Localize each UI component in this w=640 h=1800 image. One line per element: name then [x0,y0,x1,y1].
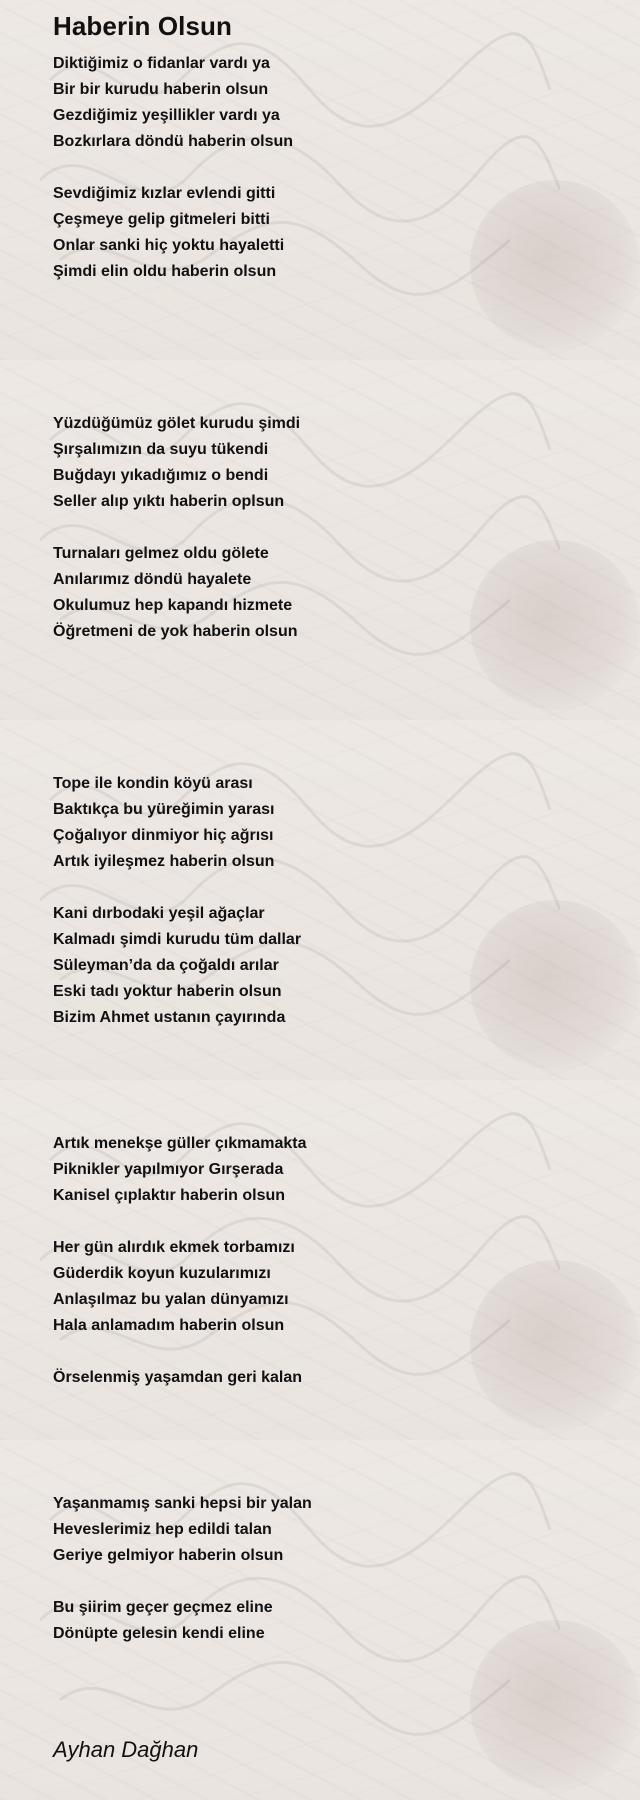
poem-line: Sevdiğimiz kızlar evlendi gitti [53,185,276,202]
poem-line: Diktiğimiz o fidanlar vardı ya [53,55,270,72]
poem-line: Çeşmeye gelip gitmeleri bitti [53,211,270,228]
poem-line: Her gün alırdık ekmek torbamızı [53,1239,295,1256]
poem-line: Tope ile kondin köyü arası [53,775,253,792]
poem-line: Turnaları gelmez oldu gölete [53,545,269,562]
poem-line: Baktıkça bu yüreğimin yarası [53,801,275,818]
poem-line: Hala anlamadım haberin olsun [53,1317,285,1334]
poem-line: Gezdiğimiz yeşillikler vardı ya [53,107,280,124]
poem-line: Süleyman’da da çoğaldı arılar [53,957,279,974]
poem-line: Piknikler yapılmıyor Gırşerada [53,1161,284,1178]
poem-line: Çoğalıyor dinmiyor hiç ağrısı [53,827,274,844]
poem-stanza [53,181,613,285]
poem-stanza [53,1491,613,1569]
poem-line: Öğretmeni de yok haberin olsun [53,623,298,640]
poem-line: Bir bir kurudu haberin olsun [53,81,269,98]
poem-line: Eski tadı yoktur haberin olsun [53,983,282,1000]
poem-author: Ayhan Dağhan [53,1737,199,1762]
poem-stanza [53,1235,613,1339]
poem-line: Güderdik koyun kuzularımızı [53,1265,271,1282]
poem-stanza [53,541,613,645]
poem-line: Örselenmiş yaşamdan geri kalan [53,1369,303,1386]
poem-stanza [53,1365,613,1391]
poem-line: Okulumuz hep kapandı hizmete [53,597,293,614]
page-title: Haberin Olsun [53,11,232,41]
poem-line: Buğdayı yıkadığımız o bendi [53,467,269,484]
poem-line: Kani dırbodaki yeşil ağaçlar [53,905,265,922]
poem-stanza [53,411,613,515]
poem-line: Şırşalımızın da suyu tükendi [53,441,269,458]
poem-line: Bozkırlara döndü haberin olsun [53,133,294,150]
poem-stanza [53,1131,613,1209]
poem-line: Artık menekşe güller çıkmamakta [53,1135,307,1152]
poem-stanza [53,771,613,875]
poem-line: Yaşanmamış sanki hepsi bir yalan [53,1495,312,1512]
poem-line: Kanisel çıplaktır haberin olsun [53,1187,286,1204]
poem-line: Geriye gelmiyor haberin olsun [53,1547,284,1564]
poem-line: Kalmadı şimdi kurudu tüm dallar [53,931,302,948]
poem-stanza [53,51,613,155]
poem-line: Anlaşılmaz bu yalan dünyamızı [53,1291,289,1308]
poem-line: Dönüpte gelesin kendi eline [53,1625,265,1642]
poem-line: Onlar sanki hiç yoktu hayaletti [53,237,285,254]
poem-stanza [53,901,613,1031]
poem-line: Bizim Ahmet ustanın çayırında [53,1009,286,1026]
poem-line: Şimdi elin oldu haberin olsun [53,263,277,280]
poem-line: Artık iyileşmez haberin olsun [53,853,275,870]
poem-line: Anılarımız döndü hayalete [53,571,252,588]
poem-line: Bu şiirim geçer geçmez eline [53,1599,273,1616]
poem-line: Heveslerimiz hep edildi talan [53,1521,272,1538]
poem-line: Seller alıp yıktı haberin oplsun [53,493,285,510]
poem-line: Yüzdüğümüz gölet kurudu şimdi [53,415,301,432]
poem-stanza [53,1595,613,1647]
